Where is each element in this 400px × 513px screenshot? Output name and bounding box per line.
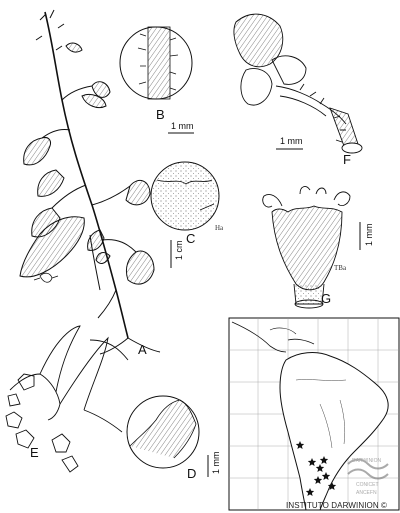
figure-f-flower bbox=[234, 14, 362, 153]
figure-d-leaf-margin bbox=[127, 396, 199, 468]
scale-label-c: 1 cm bbox=[174, 240, 184, 260]
svg-text:CONICET: CONICET bbox=[356, 482, 379, 488]
label-e: E bbox=[30, 445, 39, 460]
credit-line: INSTITUTO DARWINION © bbox=[286, 501, 388, 510]
svg-text:Ha: Ha bbox=[215, 224, 224, 232]
label-b: B bbox=[156, 107, 165, 122]
scale-label-g: 1 mm bbox=[364, 223, 374, 246]
figure-c-leaf-surface bbox=[151, 162, 224, 232]
figure-b-stem-detail bbox=[120, 27, 192, 99]
svg-text:DARWINION: DARWINION bbox=[352, 458, 382, 464]
svg-text:TBa: TBa bbox=[334, 264, 347, 272]
scale-label-b: 1 mm bbox=[171, 121, 194, 131]
figure-e-prickles bbox=[6, 326, 128, 472]
label-f: F bbox=[343, 152, 351, 167]
svg-text:ANCEFN: ANCEFN bbox=[356, 490, 377, 496]
label-d: D bbox=[187, 466, 197, 481]
scale-label-d: 1 mm bbox=[211, 451, 221, 474]
figure-g-calyx bbox=[263, 187, 350, 308]
scale-label-f: 1 mm bbox=[280, 136, 303, 146]
distribution-map bbox=[229, 318, 399, 510]
label-a: A bbox=[138, 342, 147, 357]
label-c: C bbox=[186, 231, 196, 246]
label-g: G bbox=[321, 291, 332, 306]
